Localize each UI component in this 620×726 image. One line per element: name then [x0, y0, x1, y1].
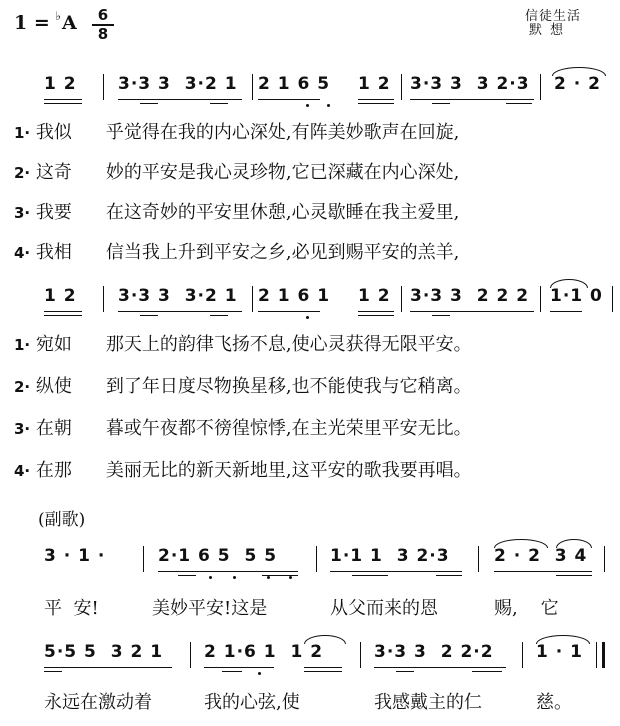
- lyric-text: 到了年日度尽物换星移,也不能使我与它稍离。: [105, 376, 472, 397]
- underline: [358, 99, 394, 100]
- underline: [204, 667, 274, 668]
- underline: [358, 315, 394, 316]
- composer-credit: 默想: [529, 23, 572, 38]
- barline: [401, 286, 402, 312]
- underline: [550, 311, 582, 312]
- lyric-text: 信当我上升到平安之乡,必见到赐平安的羔羊,: [105, 242, 460, 263]
- lyric-pickup: 宛如: [35, 334, 72, 355]
- notes-measure: 2 1 6 1: [258, 286, 331, 306]
- barline: [612, 286, 613, 312]
- low-octave-dot: [267, 576, 270, 579]
- notes-measure: 2 · 2 3 4: [494, 546, 588, 566]
- lyric-line: [14, 330, 472, 356]
- barline: [316, 546, 317, 572]
- notes-measure: 5·5 5 3 2 1: [44, 642, 164, 662]
- lyric-line: [14, 238, 459, 264]
- barline: [143, 546, 144, 572]
- underline: [556, 575, 592, 576]
- underline: [44, 103, 82, 104]
- verse-number: 1·: [14, 124, 31, 142]
- underline: [396, 671, 414, 672]
- verse-number: 4·: [14, 244, 31, 262]
- lyric-line: [14, 158, 459, 184]
- underline: [436, 575, 462, 576]
- barline: [540, 286, 541, 312]
- lyric-line: [14, 118, 459, 144]
- chorus-lyric: 永远在激动着: [44, 692, 152, 713]
- underline: [178, 575, 196, 576]
- notes-measure: 2 1·6 1 1 2: [204, 642, 324, 662]
- lyric-pickup: 在朝: [35, 418, 72, 439]
- barline: [252, 74, 253, 100]
- verse-number: 2·: [14, 164, 31, 182]
- notes-measure: 3·3 3 2 2·2: [374, 642, 494, 662]
- underline: [44, 315, 82, 316]
- notes-measure: 1·1 0: [550, 286, 603, 306]
- notes-measure: 3·3 3 3·2 1: [118, 286, 238, 306]
- underline: [118, 99, 242, 100]
- underline: [410, 99, 534, 100]
- lyric-line: [14, 456, 472, 482]
- barline: [401, 74, 402, 100]
- verse-number: 3·: [14, 420, 31, 438]
- underline: [44, 99, 82, 100]
- meter-bottom: 8: [97, 25, 109, 43]
- underline: [410, 311, 534, 312]
- lyric-pickup: 我似: [35, 122, 72, 143]
- lyric-text: 那天上的韵律飞扬不息,使心灵获得无限平安。: [105, 334, 472, 355]
- underline: [472, 671, 502, 672]
- low-octave-dot: [289, 576, 292, 579]
- notes-measure: 2·1 6 5 5 5: [158, 546, 278, 566]
- lyric-text: 在这奇妙的平安里休憩,心灵歇睡在我主爱里,: [105, 202, 460, 223]
- lyric-pickup: 纵使: [35, 376, 72, 397]
- underline: [44, 671, 62, 672]
- key-signature: [14, 9, 77, 34]
- underline: [118, 311, 242, 312]
- chorus-lyric: 慈。: [536, 692, 572, 713]
- lyric-text: 妙的平安是我心灵珍物,它已深藏在内心深处,: [105, 162, 460, 183]
- barline: [604, 546, 605, 572]
- underline: [140, 103, 158, 104]
- notes-measure: 3·3 3 2 2 2: [410, 286, 530, 306]
- chorus-lyric: 我感戴主的仁: [374, 692, 482, 713]
- underline: [140, 315, 158, 316]
- key-note: A: [62, 12, 77, 34]
- low-octave-dot: [233, 576, 236, 579]
- key-prefix: 1 =: [14, 12, 57, 34]
- underline: [44, 667, 172, 668]
- lyric-pickup: 在那: [35, 460, 72, 481]
- verse-number: 4·: [14, 462, 31, 480]
- chorus-label: (副歌): [38, 510, 86, 530]
- chorus-notation-line-2: [0, 640, 620, 676]
- lyric-pickup: 我要: [35, 202, 72, 223]
- lyric-pickup: 这奇: [35, 162, 72, 183]
- lyric-pickup: 我相: [35, 242, 72, 263]
- underline: [358, 103, 394, 104]
- low-octave-dot: [209, 576, 212, 579]
- notes-measure: 3 · 1 ·: [44, 546, 106, 566]
- low-octave-dot: [306, 104, 309, 107]
- barline: [190, 642, 191, 668]
- lyric-line: [14, 198, 459, 224]
- barline: [252, 286, 253, 312]
- lyric-line: [14, 414, 472, 440]
- notes-measure: 3·3 3 3 2·3: [410, 74, 530, 94]
- underline: [222, 671, 242, 672]
- chorus-lyric: 从父而来的恩: [330, 598, 438, 619]
- tie-arc: [304, 635, 346, 644]
- chorus-lyric: 我的心弦,使: [204, 692, 300, 713]
- underline: [304, 671, 342, 672]
- underline: [258, 311, 320, 312]
- low-octave-dot: [327, 104, 330, 107]
- time-signature: [92, 8, 114, 42]
- verse-number: 3·: [14, 204, 31, 222]
- meter-top: 6: [97, 6, 109, 24]
- underline: [258, 99, 320, 100]
- underline: [210, 103, 228, 104]
- underline: [506, 103, 532, 104]
- verse-notation-line-2: [0, 284, 620, 320]
- notes-measure: 1·1 1 3 2·3: [330, 546, 450, 566]
- lyric-text: 乎觉得在我的内心深处,有阵美妙歌声在回旋,: [105, 122, 460, 143]
- lyricist-credit: 信徒生活: [525, 9, 582, 24]
- chorus-notation-line-1: [0, 544, 620, 580]
- notes-pickup: 1 2: [44, 74, 77, 94]
- notes-measure: 2 · 2: [554, 74, 601, 94]
- underline: [330, 571, 462, 572]
- flat-sign: ♭: [55, 9, 62, 23]
- chorus-lyric: 美妙平安!这是: [152, 598, 268, 619]
- verse-number: 1·: [14, 336, 31, 354]
- barline: [103, 286, 104, 312]
- underline: [432, 103, 450, 104]
- barline: [360, 642, 361, 668]
- notes-pickup: 1 2: [44, 286, 77, 306]
- underline: [352, 575, 388, 576]
- lyric-text: 暮或午夜都不徬徨惊悸,在主光荣里平安无比。: [105, 418, 472, 439]
- barline: [522, 642, 523, 668]
- underline: [304, 667, 342, 668]
- underline: [494, 571, 592, 572]
- final-barline-thin: [596, 642, 597, 668]
- barline: [103, 74, 104, 100]
- notes-measure: 1 · 1: [536, 642, 583, 662]
- barline: [478, 546, 479, 572]
- underline: [358, 311, 394, 312]
- final-barline-thick: [602, 642, 605, 668]
- notes-pickup: 1 2: [358, 74, 391, 94]
- barline: [540, 74, 541, 100]
- underline: [374, 667, 506, 668]
- underline: [210, 315, 228, 316]
- underline: [44, 311, 82, 312]
- lyric-text: 美丽无比的新天新地里,这平安的歌我要再唱。: [105, 460, 472, 481]
- underline: [432, 315, 450, 316]
- notes-pickup: 1 2: [358, 286, 391, 306]
- chorus-lyric: 赐, 它: [494, 598, 559, 619]
- credits: [525, 10, 581, 38]
- verse-notation-line-1: [0, 72, 620, 108]
- notes-measure: 3·3 3 3·2 1: [118, 74, 238, 94]
- chorus-lyric: 平 安!: [44, 598, 99, 619]
- underline: [158, 571, 298, 572]
- verse-number: 2·: [14, 378, 31, 396]
- notes-measure: 2 1 6 5: [258, 74, 331, 94]
- low-octave-dot: [306, 316, 309, 319]
- lyric-line: [14, 372, 472, 398]
- low-octave-dot: [258, 672, 261, 675]
